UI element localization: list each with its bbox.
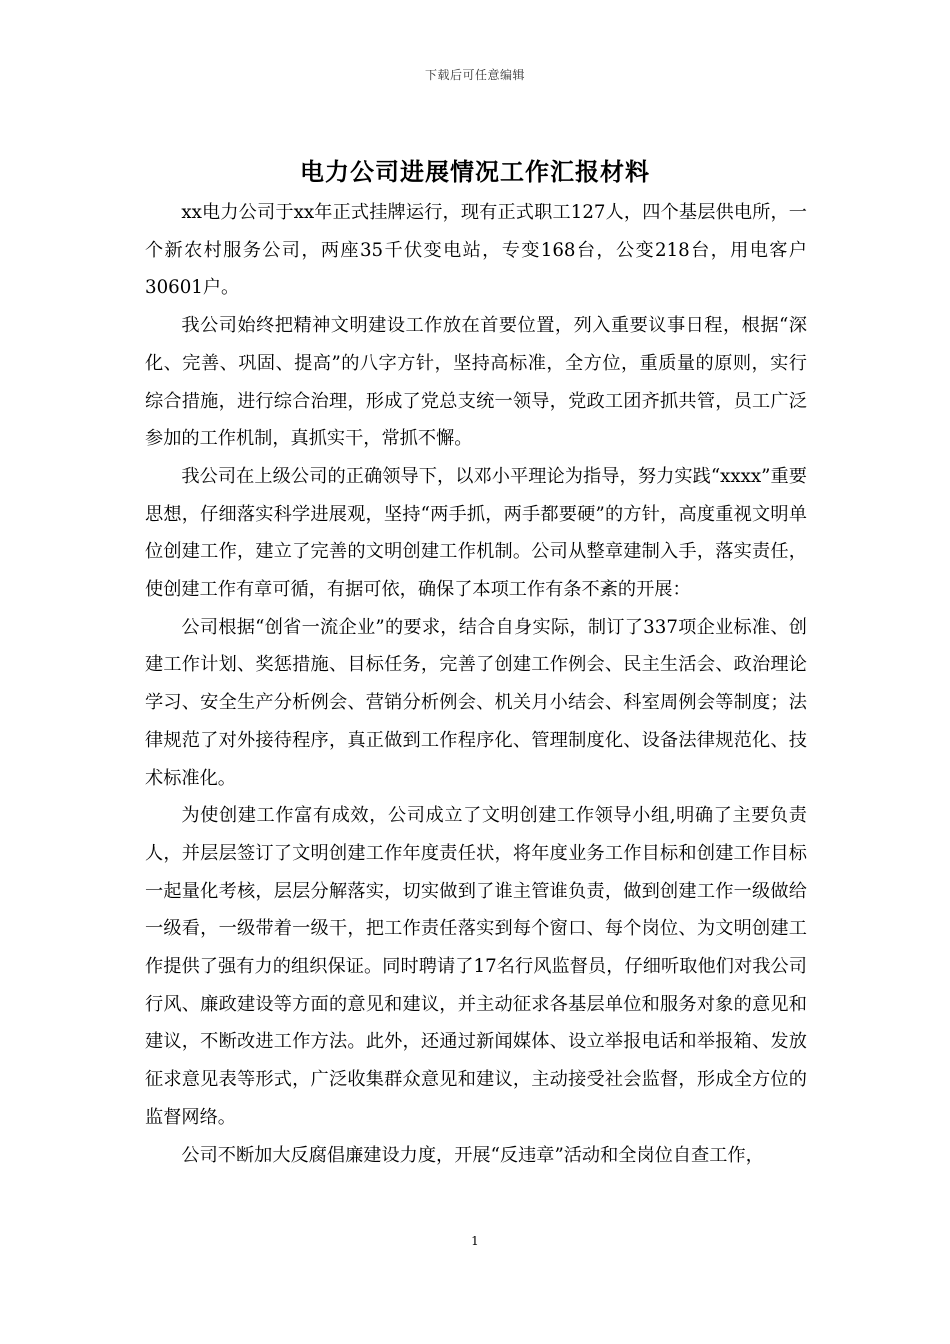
paragraph-standards: 公司根据“创省一流企业”的要求，结合自身实际，制订了337项企业标准、创建工作计划、奖惩措施、目标任务，完善了创建工作例会、民主生活会、政治理论学习、安全生产分析例会、营销分析例会、机关月小结会、科室周例会等制度；法律规范了对外接待程序，真正做到工作程序化、管理制度化、设备法律规范化、技术标准化。 xyxy=(145,616,807,789)
paragraph-leadership-guidance: 我公司在上级公司的正确领导下，以邓小平理论为指导，努力实践“xxxx”重要思想，仔细落实科学进展观，坚持“两手抓，两手都要硬”的方针，高度重视文明单位创建工作，建立了完善的文明创建工作机制。公司从整章建制入手，落实责任，使创建工作有章可循，有据可依，确保了本项工作有条不紊的开展： xyxy=(145,465,807,601)
document-title: 电力公司进展情况工作汇报材料 xyxy=(300,158,650,186)
paragraph-civilization-priority: 我公司始终把精神文明建设工作放在首要位置，列入重要议事日程，根据“深化、完善、巩固、提高”的八字方针，坚持高标准，全方位，重质量的原则，实行综合措施，进行综合治理，形成了党总支统一领导，党政工团齐抓共管，员工广泛参加的工作机制，真抓实干，常抓不懈。 xyxy=(145,315,807,450)
paragraph-company-overview: xx电力公司于xx年正式挂牌运行，现有正式职工127人，四个基层供电所，一个新农村服务公司，两座35千伏变电站，专变168台，公变218台，用电客户30601户。 xyxy=(145,202,807,299)
paragraph-organization: 为使创建工作富有成效，公司成立了文明创建工作领导小组,明确了主要负责人，并层层签订了文明创建工作年度责任状，将年度业务工作目标和创建工作目标一起量化考核，层层分解落实，切实做到了谁主管谁负责，做到创建工作一级做给一级看，一级带着一级干，把工作责任落实到每个窗口、每个岗位、为文明创建工作提供了强有力的组织保证。同时聘请了17名行风监督员，仔细听取他们对我公司行风、廉政建设等方面的意见和建议，并主动征求各基层单位和服务对象的意见和建议，不断改进工作方法。此外，还通过新闻媒体、设立举报电话和举报箱、发放征求意见表等形式，广泛收集群众意见和建议，主动接受社会监督，形成全方位的监督网络。 xyxy=(145,805,807,1128)
page-number: 1 xyxy=(471,1234,479,1248)
document-body xyxy=(145,194,807,1174)
paragraph-anti-corruption: 公司不断加大反腐倡廉建设力度，开展“反违章”活动和全岗位自查工作， xyxy=(181,1144,764,1166)
header-note: 下载后可任意编辑 xyxy=(424,68,525,82)
